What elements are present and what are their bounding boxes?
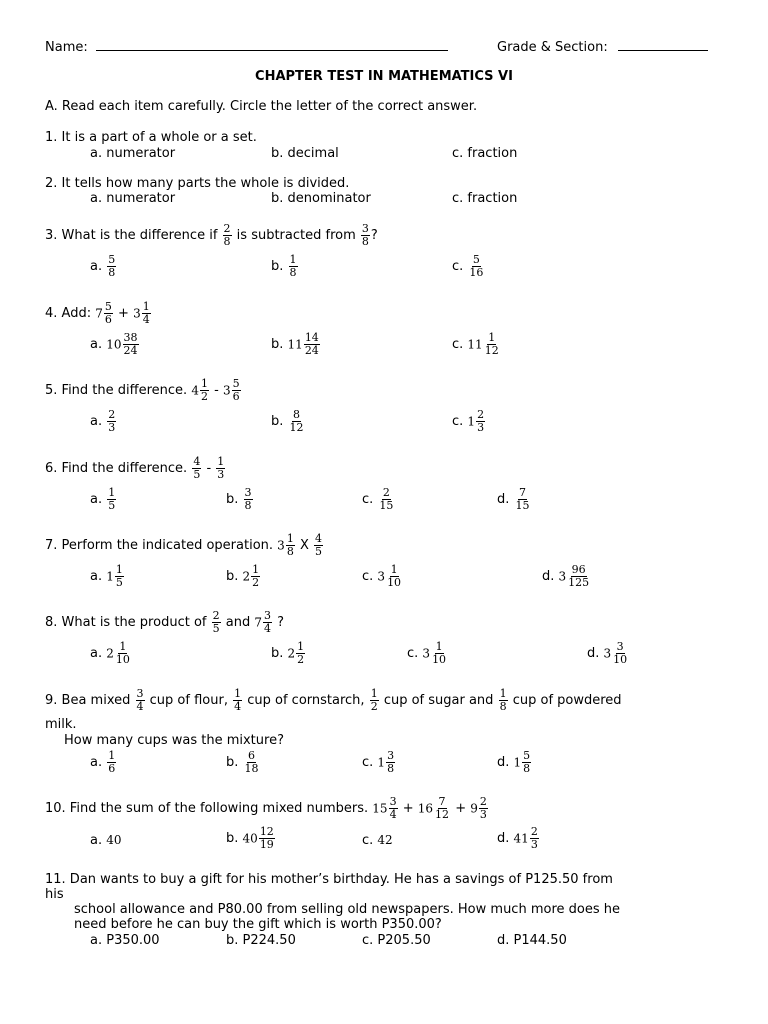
name-label: Name: [45, 40, 88, 55]
q9-choice-c[interactable]: c. 1 $\frac{3}{8}$ [362, 749, 395, 775]
q8-text-2: and [225, 615, 251, 630]
q11-text-line-3: school allowance and P80.00 from selling old newspapers. How much more does he [74, 902, 620, 917]
q7-choice-c[interactable]: c. 3 $\frac{1}{10}$ [362, 563, 402, 589]
q5-choice-a[interactable]: a. $\frac{2}{3}$ [90, 408, 116, 434]
q7-text: 7. Perform the indicated operation. [45, 538, 274, 553]
q10-choice-c[interactable]: c. 42 [362, 833, 393, 848]
q11-choice-a[interactable]: a. P350.00 [90, 933, 160, 948]
q4-fraction-2: $\frac{1}{4}$ [142, 300, 150, 326]
q2-choice-c[interactable]: c. fraction [452, 191, 518, 206]
q6-fraction-1: $\frac{4}{5}$ [193, 455, 201, 481]
q3-fraction-2: $\frac{3}{8}$ [361, 222, 369, 248]
grade-section-label: Grade & Section: [497, 40, 608, 55]
q6-choice-a[interactable]: a. $\frac{1}{5}$ [90, 486, 116, 512]
q4-text: 4. Add: [45, 306, 92, 321]
q8-text-1: 8. What is the product of [45, 615, 207, 630]
q8-stem: 8. What is the product of $\frac{2}{5}$ and 7 $\frac{3}{4}$ ? [45, 609, 285, 635]
q7-stem: 7. Perform the indicated operation. 3 $\frac{1}{8}$ X $\frac{4}{5}$ [45, 532, 322, 558]
q2-choice-b[interactable]: b. denominator [271, 191, 371, 206]
q11-choice-c[interactable]: c. P205.50 [362, 933, 431, 948]
q10-choice-b[interactable]: b. 40 $\frac{12}{19}$ [226, 825, 274, 851]
q2-choice-a[interactable]: a. numerator [90, 191, 176, 206]
q7-choice-b[interactable]: b. 2 $\frac{1}{2}$ [226, 563, 260, 589]
q6-choice-d[interactable]: d. $\frac{7}{15}$ [497, 486, 530, 512]
q3-choice-b[interactable]: b. $\frac{1}{8}$ [271, 253, 297, 279]
q1-choice-c[interactable]: c. fraction [452, 146, 518, 161]
q4-choice-a[interactable]: a. 10 $\frac{38}{24}$ [90, 331, 138, 357]
q6-choice-c[interactable]: c. $\frac{2}{15}$ [362, 486, 394, 512]
q1-choice-b[interactable]: b. decimal [271, 146, 339, 161]
q3-choice-c[interactable]: c. $\frac{5}{16}$ [452, 253, 484, 279]
q11-text-line-1: 11. Dan wants to buy a gift for his mother’s birthday. He has a savings of P125.50 from [45, 872, 613, 887]
q9-text-line-2: milk. [45, 717, 77, 732]
q9-fraction-1: $\frac{3}{4}$ [136, 687, 144, 713]
q9-choice-a[interactable]: a. $\frac{1}{6}$ [90, 749, 116, 775]
q3-text-2: is subtracted from [236, 228, 356, 243]
q6-choice-b[interactable]: b. $\frac{3}{8}$ [226, 486, 252, 512]
grade-section-blank[interactable] [618, 38, 708, 51]
q6-text: 6. Find the difference. [45, 461, 188, 476]
q3-stem [45, 223, 378, 248]
q5-stem: 5. Find the difference. 4 $\frac{1}{2}$ - 3 $\frac{5}{6}$ [45, 377, 240, 403]
q7-choice-d[interactable]: d. 3 $\frac{96}{125}$ [542, 563, 590, 589]
q3-fraction-1: $\frac{2}{8}$ [223, 222, 231, 248]
q8-fraction-2: $\frac{3}{4}$ [264, 609, 272, 635]
q10-fraction-1: $\frac{3}{4}$ [389, 795, 397, 821]
q11-choice-d[interactable]: d. P144.50 [497, 933, 567, 948]
q8-choice-d[interactable]: d. 3 $\frac{3}{10}$ [587, 640, 628, 666]
q1-choice-a[interactable]: a. numerator [90, 146, 176, 161]
q6-fraction-2: $\frac{1}{3}$ [217, 455, 225, 481]
q11-text-line-4: need before he can buy the gift which is worth P350.00? [74, 917, 442, 932]
q9-choice-d[interactable]: d. 1 $\frac{5}{8}$ [497, 749, 531, 775]
q7-choice-a[interactable]: a. 1 $\frac{1}{5}$ [90, 563, 123, 589]
q7-fraction-1: $\frac{1}{8}$ [286, 532, 294, 558]
q10-fraction-2: $\frac{7}{12}$ [435, 795, 450, 821]
q9-text-line-3: How many cups was the mixture? [64, 733, 284, 748]
q9-choice-b[interactable]: b. $\frac{6}{18}$ [226, 749, 259, 775]
q8-choice-b[interactable]: b. 2 $\frac{1}{2}$ [271, 640, 305, 666]
q10-fraction-3: $\frac{2}{3}$ [479, 795, 487, 821]
q9-fraction-3: $\frac{1}{2}$ [370, 687, 378, 713]
q5-text: 5. Find the difference. [45, 383, 188, 398]
name-blank[interactable] [96, 38, 448, 51]
q6-stem: 6. Find the difference. $\frac{4}{5}$ - $\frac{1}{3}$ [45, 455, 225, 481]
name-field [45, 38, 448, 55]
q3-choice-a[interactable]: a. $\frac{5}{8}$ [90, 253, 116, 279]
q5-choice-c[interactable]: c. 1 $\frac{2}{3}$ [452, 408, 485, 434]
q9-stem: 9. Bea mixed $\frac{3}{4}$ cup of flour, $\frac{1}{4}$ cup of cornstarch, $\frac{1}{2}$ cup of sugar and $\frac{1}{8}$ cup of powdered [45, 687, 622, 713]
q8-fraction-1: $\frac{2}{5}$ [212, 609, 220, 635]
q10-text: 10. Find the sum of the following mixed numbers. [45, 801, 369, 816]
q2-text: 2. It tells how many parts the whole is divided. [45, 176, 350, 191]
q1-text: 1. It is a part of a whole or a set. [45, 130, 257, 145]
q10-choice-d[interactable]: d. 41 $\frac{2}{3}$ [497, 825, 538, 851]
page-title: CHAPTER TEST IN MATHEMATICS VI [255, 69, 513, 84]
q4-choice-c[interactable]: c. 11 $\frac{1}{12}$ [452, 331, 499, 357]
q9-fraction-2: $\frac{1}{4}$ [234, 687, 242, 713]
q4-fraction-1: $\frac{5}{6}$ [104, 300, 112, 326]
q8-choice-c[interactable]: c. 3 $\frac{1}{10}$ [407, 640, 447, 666]
grade-section-field [497, 38, 708, 55]
q5-fraction-2: $\frac{5}{6}$ [232, 377, 240, 403]
q5-fraction-1: $\frac{1}{2}$ [200, 377, 208, 403]
q10-choice-a[interactable]: a. 40 [90, 833, 122, 848]
q7-fraction-2: $\frac{4}{5}$ [315, 532, 322, 558]
q5-choice-b[interactable]: b. $\frac{8}{12}$ [271, 408, 304, 434]
q11-choice-b[interactable]: b. P224.50 [226, 933, 296, 948]
q11-text-line-2: his [45, 887, 64, 902]
q3-text-1: 3. What is the difference if [45, 228, 218, 243]
q4-choice-b[interactable]: b. 11 $\frac{14}{24}$ [271, 331, 319, 357]
q8-choice-a[interactable]: a. 2 $\frac{1}{10}$ [90, 640, 130, 666]
q3-text-3: ? [370, 228, 378, 243]
q10-stem: 10. Find the sum of the following mixed numbers. 15 $\frac{3}{4}$ + 16 $\frac{7}{12}$ + 9 $\frac{2}{3}$ [45, 795, 487, 821]
q4-stem: 4. Add: 7 $\frac{5}{6}$ + 3 $\frac{1}{4}$ [45, 300, 150, 326]
instructions: A. Read each item carefully. Circle the letter of the correct answer. [45, 99, 478, 114]
q9-fraction-4: $\frac{1}{8}$ [499, 687, 507, 713]
